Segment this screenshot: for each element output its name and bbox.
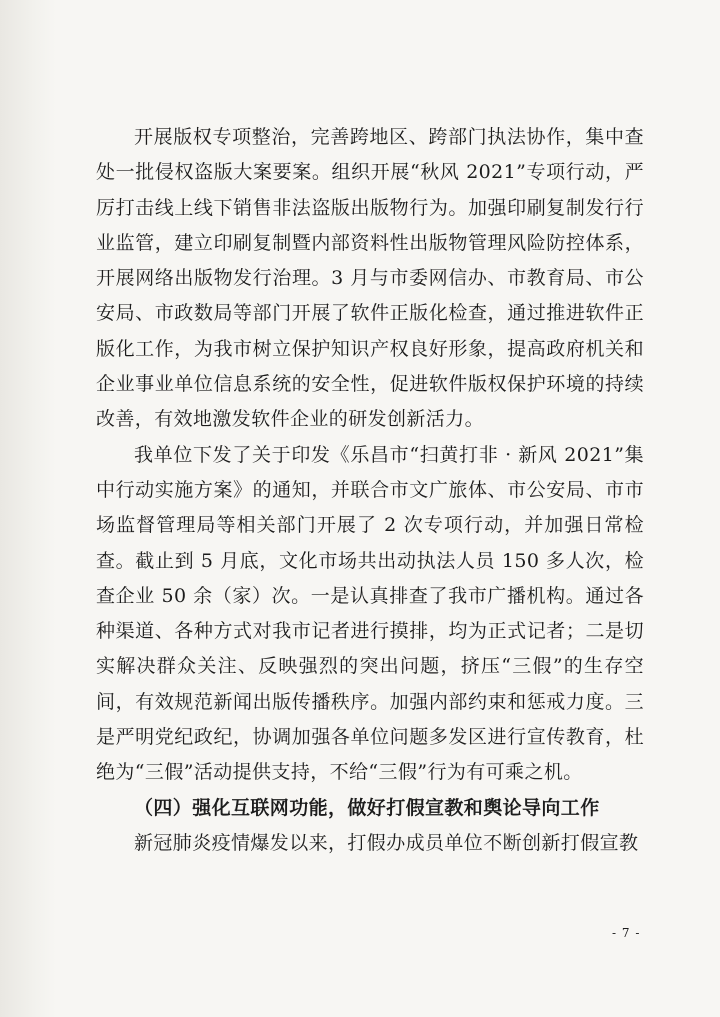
section-heading-four: （四）强化互联网功能，做好打假宣教和舆论导向工作 bbox=[134, 796, 600, 819]
paragraph-special-action: 我单位下发了关于印发《乐昌市“扫黄打非 · 新风 2021”集中行动实施方案》的通知，并联合市文广旅体、市公安局、市市场监督管理局等相关部门开展了 2 次专项行动，并加强日常检查。截止到 5 月底，文化市场共出动执法人员 150 多人次，检查企业 50 余（家）次。一是认真排查了我市广播机构。通过各种渠道、各种方式对我市记者进行摸排，均为正式记者；二是切实解决群众关注、反映强烈的突出问题，挤压“三假”的生存空间，有效规范新闻出版传播秩序。加强内部约束和惩戒力度。三是严明党纪政纪，协调加强各单位问题多发区进行宣传教育，杜绝为“三假”活动提供支持，不给“三假”行为有可乘之机。 bbox=[96, 443, 644, 784]
page-number: - 7 - bbox=[612, 926, 641, 940]
paragraph-epidemic-publicity: 新冠肺炎疫情爆发以来，打假办成员单位不断创新打假宣教 bbox=[134, 831, 639, 854]
paragraph-copyright-enforcement: 开展版权专项整治，完善跨地区、跨部门执法协作，集中查处一批侵权盗版大案要案。组织开展“秋风 2021”专项行动，严厉打击线上线下销售非法盗版出版物行为。加强印刷复制发行行业监管，建立印刷复制暨内部资料性出版物管理风险防控体系，开展网络出版物发行治理。3 月与市委网信办、市教育局、市公安局、市政数局等部门开展了软件正版化检查，通过推进软件正版化工作，为我市树立保护知识产权良好形象，提高政府机关和企业事业单位信息系统的安全性，促进软件版权保护环境的持续改善，有效地激发软件企业的研发创新活力。 bbox=[96, 126, 644, 431]
scan-edge-shadow bbox=[0, 0, 56, 1017]
document-page bbox=[96, 120, 644, 861]
